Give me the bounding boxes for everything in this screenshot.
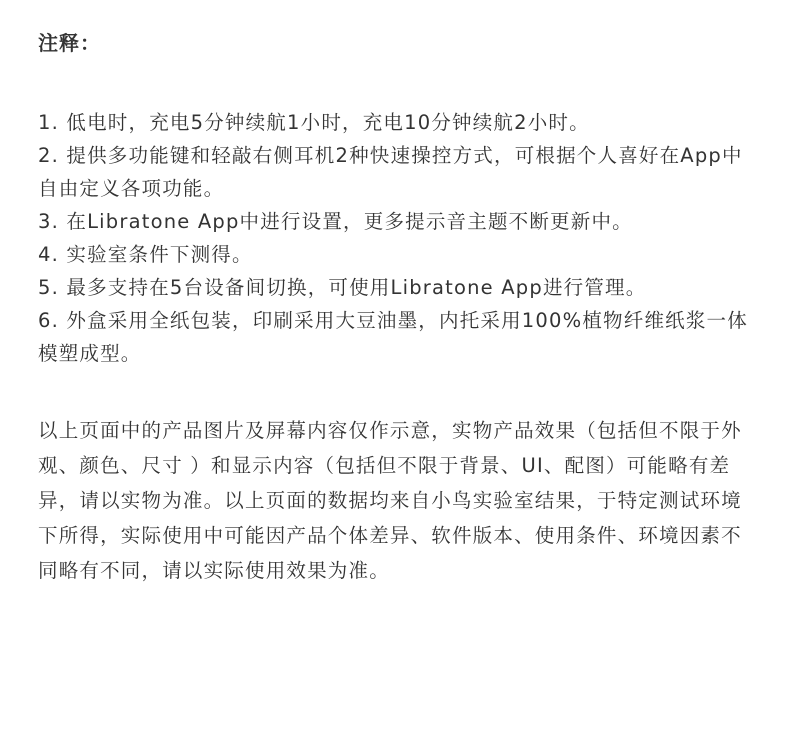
notes-list bbox=[38, 106, 754, 370]
note-item-3: 3. 在Libratone App中进行设置，更多提示音主题不断更新中。 bbox=[38, 210, 633, 233]
note-item-5: 5. 最多支持在5台设备间切换，可使用Libratone App进行管理。 bbox=[38, 276, 647, 299]
note-item-6: 6. 外盒采用全纸包装，印刷采用大豆油墨，内托采用100%植物纤维纸浆一体模塑成型。 bbox=[38, 309, 748, 365]
note-item-2: 2. 提供多功能键和轻敲右侧耳机2种快速操控方式，可根据个人喜好在App中自由定义各项功能。 bbox=[38, 144, 743, 200]
notes-title: 注释： bbox=[38, 31, 101, 55]
note-item-1: 1. 低电时，充电5分钟续航1小时，充电10分钟续航2小时。 bbox=[38, 111, 590, 134]
note-item-4: 4. 实验室条件下测得。 bbox=[38, 243, 253, 266]
disclaimer-paragraph: 以上页面中的产品图片及屏幕内容仅作示意，实物产品效果（包括但不限于外观、颜色、尺寸 ）和显示内容（包括但不限于背景、UI、配图）可能略有差异，请以实物为准。以上页面的数据均来自小鸟实验室结果，于特定测试环境下所得，实际使用中可能因产品个体差异、软件版本、使用条件、环境因素不同略有不同，请以实际使用效果为准。 bbox=[38, 419, 742, 582]
